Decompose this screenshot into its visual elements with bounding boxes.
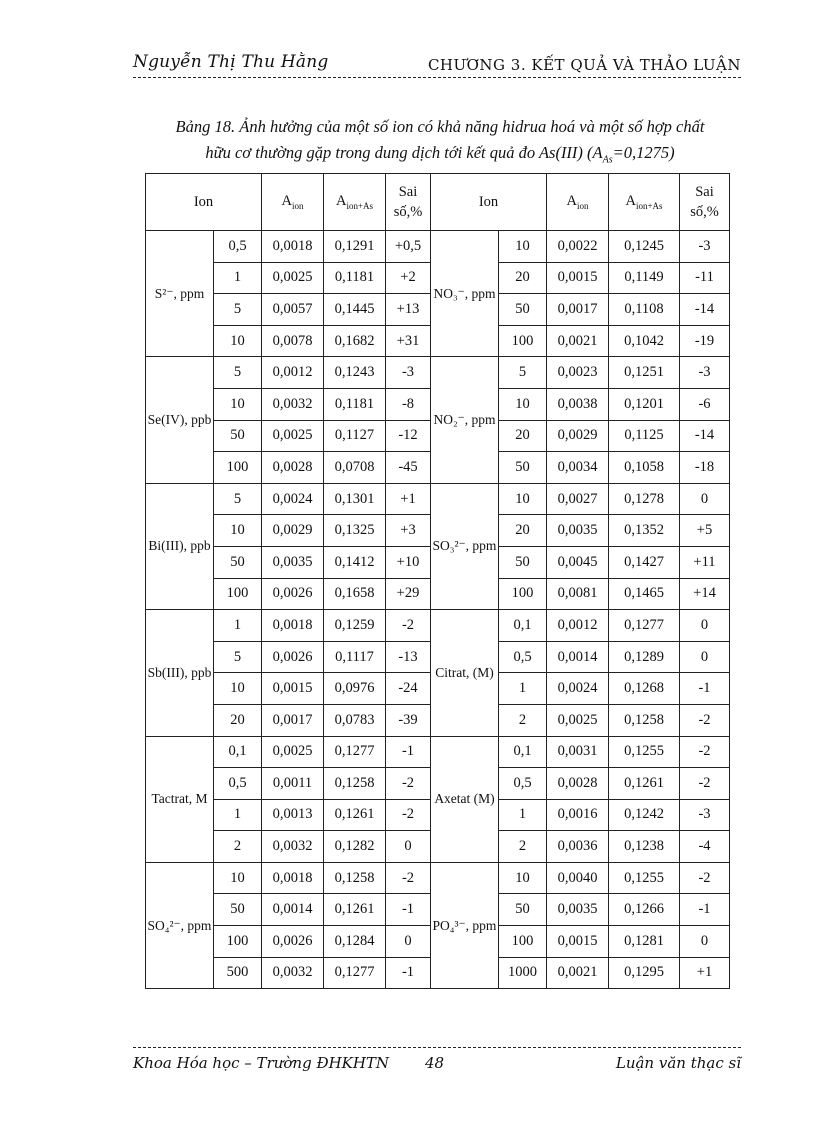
- right-a-ion-cell: 0,0028: [547, 768, 609, 800]
- footer-divider: [133, 1047, 741, 1048]
- left-concentration-cell: 20: [214, 704, 262, 736]
- right-a-ion-cell: 0,0040: [547, 862, 609, 894]
- left-error-cell: -1: [386, 894, 431, 926]
- right-a-ion-as-cell: 0,1427: [609, 546, 680, 578]
- right-error-cell: -3: [680, 357, 730, 389]
- right-a-ion-cell: 0,0036: [547, 831, 609, 863]
- right-error-cell: +14: [680, 578, 730, 610]
- left-a-ion-cell: 0,0018: [262, 862, 324, 894]
- right-concentration-cell: 1000: [499, 957, 547, 989]
- right-error-cell: -4: [680, 831, 730, 863]
- right-a-ion-as-cell: 0,1238: [609, 831, 680, 863]
- left-a-ion-as-cell: 0,1682: [324, 325, 386, 357]
- left-a-ion-cell: 0,0028: [262, 452, 324, 484]
- left-a-ion-as-cell: 0,1261: [324, 894, 386, 926]
- right-a-ion-cell: 0,0022: [547, 231, 609, 263]
- table-row: [146, 357, 730, 389]
- right-a-ion-cell: 0,0014: [547, 641, 609, 673]
- left-concentration-cell: 0,5: [214, 768, 262, 800]
- left-a-ion-cell: 0,0018: [262, 231, 324, 263]
- left-a-ion-as-cell: 0,1181: [324, 388, 386, 420]
- right-a-ion-as-cell: 0,1108: [609, 294, 680, 326]
- right-concentration-cell: 100: [499, 926, 547, 958]
- table-row: [146, 610, 730, 642]
- right-a-ion-cell: 0,0034: [547, 452, 609, 484]
- page-header: [133, 48, 741, 80]
- left-error-cell: -1: [386, 736, 431, 768]
- right-a-ion-cell: 0,0012: [547, 610, 609, 642]
- left-error-cell: -3: [386, 357, 431, 389]
- right-concentration-cell: 5: [499, 357, 547, 389]
- left-error-cell: +2: [386, 262, 431, 294]
- results-table: [145, 173, 730, 989]
- left-a-ion-cell: 0,0026: [262, 926, 324, 958]
- header-a-ion-as-right: $A_{ion+As}$: [609, 174, 680, 231]
- left-a-ion-as-cell: 0,1127: [324, 420, 386, 452]
- right-a-ion-cell: 0,0029: [547, 420, 609, 452]
- left-ion-label: Bi(III), ppb: [146, 483, 214, 609]
- author-name: Nguyễn Thị Thu Hằng: [133, 52, 329, 72]
- footer-thesis-type: Luận văn thạc sĩ: [615, 1054, 741, 1072]
- right-error-cell: -2: [680, 704, 730, 736]
- left-concentration-cell: 100: [214, 926, 262, 958]
- right-a-ion-cell: 0,0045: [547, 546, 609, 578]
- left-error-cell: -39: [386, 704, 431, 736]
- left-ion-label: Tactrat, M: [146, 736, 214, 862]
- right-concentration-cell: 2: [499, 704, 547, 736]
- left-a-ion-cell: 0,0032: [262, 388, 324, 420]
- left-error-cell: -2: [386, 862, 431, 894]
- right-a-ion-cell: 0,0015: [547, 926, 609, 958]
- right-concentration-cell: 2: [499, 831, 547, 863]
- left-a-ion-as-cell: 0,1284: [324, 926, 386, 958]
- right-a-ion-as-cell: 0,1242: [609, 799, 680, 831]
- right-a-ion-as-cell: 0,1042: [609, 325, 680, 357]
- header-a-ion-as-left: $A_{ion+As}$: [324, 174, 386, 231]
- left-a-ion-cell: 0,0026: [262, 578, 324, 610]
- left-a-ion-cell: 0,0026: [262, 641, 324, 673]
- table-header-row: [146, 174, 730, 231]
- right-error-cell: -6: [680, 388, 730, 420]
- right-error-cell: 0: [680, 926, 730, 958]
- left-concentration-cell: 10: [214, 673, 262, 705]
- left-error-cell: +3: [386, 515, 431, 547]
- left-concentration-cell: 2: [214, 831, 262, 863]
- right-error-cell: -1: [680, 673, 730, 705]
- left-a-ion-cell: 0,0057: [262, 294, 324, 326]
- left-a-ion-as-cell: 0,0708: [324, 452, 386, 484]
- right-error-cell: -3: [680, 799, 730, 831]
- left-error-cell: 0: [386, 831, 431, 863]
- left-a-ion-cell: 0,0011: [262, 768, 324, 800]
- header-a-ion-left: $A_{ion}$: [262, 174, 324, 231]
- left-concentration-cell: 0,5: [214, 231, 262, 263]
- right-concentration-cell: 0,5: [499, 768, 547, 800]
- right-a-ion-cell: 0,0025: [547, 704, 609, 736]
- right-a-ion-as-cell: 0,1258: [609, 704, 680, 736]
- right-concentration-cell: 50: [499, 452, 547, 484]
- left-concentration-cell: 5: [214, 294, 262, 326]
- chapter-title: CHƯƠNG 3. KẾT QUẢ VÀ THẢO LUẬN: [427, 56, 741, 74]
- right-a-ion-as-cell: 0,1465: [609, 578, 680, 610]
- right-concentration-cell: 20: [499, 262, 547, 294]
- left-a-ion-as-cell: 0,1277: [324, 736, 386, 768]
- left-concentration-cell: 500: [214, 957, 262, 989]
- right-error-cell: -14: [680, 420, 730, 452]
- right-concentration-cell: 20: [499, 420, 547, 452]
- right-ion-label: NO₃⁻, ppm: [431, 231, 499, 357]
- left-a-ion-as-cell: 0,1117: [324, 641, 386, 673]
- left-a-ion-cell: 0,0025: [262, 736, 324, 768]
- right-a-ion-as-cell: 0,1268: [609, 673, 680, 705]
- right-error-cell: 0: [680, 641, 730, 673]
- right-concentration-cell: 0,1: [499, 736, 547, 768]
- left-concentration-cell: 50: [214, 546, 262, 578]
- left-error-cell: -12: [386, 420, 431, 452]
- right-error-cell: -2: [680, 862, 730, 894]
- left-a-ion-cell: 0,0014: [262, 894, 324, 926]
- right-error-cell: -14: [680, 294, 730, 326]
- left-concentration-cell: 100: [214, 578, 262, 610]
- right-a-ion-as-cell: 0,1352: [609, 515, 680, 547]
- right-concentration-cell: 10: [499, 483, 547, 515]
- right-ion-label: NO₂⁻, ppm: [431, 357, 499, 483]
- right-ion-label: PO₄³⁻, ppm: [431, 862, 499, 988]
- left-concentration-cell: 10: [214, 515, 262, 547]
- left-a-ion-as-cell: 0,1282: [324, 831, 386, 863]
- left-concentration-cell: 5: [214, 483, 262, 515]
- left-a-ion-cell: 0,0025: [262, 262, 324, 294]
- left-a-ion-cell: 0,0018: [262, 610, 324, 642]
- right-concentration-cell: 10: [499, 231, 547, 263]
- left-error-cell: +13: [386, 294, 431, 326]
- left-a-ion-cell: 0,0029: [262, 515, 324, 547]
- right-error-cell: -19: [680, 325, 730, 357]
- right-concentration-cell: 0,1: [499, 610, 547, 642]
- right-a-ion-cell: 0,0035: [547, 515, 609, 547]
- left-concentration-cell: 100: [214, 452, 262, 484]
- right-a-ion-as-cell: 0,1277: [609, 610, 680, 642]
- left-a-ion-as-cell: 0,1258: [324, 862, 386, 894]
- right-error-cell: -11: [680, 262, 730, 294]
- header-error-left: Sai số,%: [386, 174, 431, 231]
- left-a-ion-as-cell: 0,1658: [324, 578, 386, 610]
- right-a-ion-as-cell: 0,1125: [609, 420, 680, 452]
- left-a-ion-cell: 0,0017: [262, 704, 324, 736]
- left-a-ion-cell: 0,0035: [262, 546, 324, 578]
- header-error-right: Sai số,%: [680, 174, 730, 231]
- header-divider: [133, 77, 741, 78]
- left-a-ion-cell: 0,0032: [262, 831, 324, 863]
- left-a-ion-as-cell: 0,1259: [324, 610, 386, 642]
- right-error-cell: -3: [680, 231, 730, 263]
- left-ion-label: Sb(III), ppb: [146, 610, 214, 736]
- right-concentration-cell: 50: [499, 546, 547, 578]
- left-a-ion-as-cell: 0,1258: [324, 768, 386, 800]
- left-a-ion-as-cell: 0,1301: [324, 483, 386, 515]
- right-concentration-cell: 0,5: [499, 641, 547, 673]
- right-a-ion-as-cell: 0,1281: [609, 926, 680, 958]
- left-error-cell: +10: [386, 546, 431, 578]
- table-caption: [120, 114, 760, 173]
- left-a-ion-cell: 0,0024: [262, 483, 324, 515]
- left-error-cell: -1: [386, 957, 431, 989]
- left-a-ion-cell: 0,0025: [262, 420, 324, 452]
- left-a-ion-as-cell: 0,1243: [324, 357, 386, 389]
- right-ion-label: Axetat (M): [431, 736, 499, 862]
- right-concentration-cell: 1: [499, 799, 547, 831]
- right-a-ion-cell: 0,0016: [547, 799, 609, 831]
- right-a-ion-as-cell: 0,1255: [609, 736, 680, 768]
- left-concentration-cell: 1: [214, 610, 262, 642]
- left-concentration-cell: 50: [214, 420, 262, 452]
- right-a-ion-cell: 0,0017: [547, 294, 609, 326]
- right-a-ion-cell: 0,0015: [547, 262, 609, 294]
- right-ion-label: SO₃²⁻, ppm: [431, 483, 499, 609]
- left-ion-label: Se(IV), ppb: [146, 357, 214, 483]
- right-a-ion-as-cell: 0,1058: [609, 452, 680, 484]
- left-concentration-cell: 5: [214, 641, 262, 673]
- left-error-cell: +31: [386, 325, 431, 357]
- left-ion-label: SO₄²⁻, ppm: [146, 862, 214, 988]
- left-error-cell: -2: [386, 610, 431, 642]
- left-concentration-cell: 50: [214, 894, 262, 926]
- right-a-ion-as-cell: 0,1255: [609, 862, 680, 894]
- page-number: 48: [425, 1054, 445, 1072]
- left-a-ion-as-cell: 0,1412: [324, 546, 386, 578]
- table-row: [146, 231, 730, 263]
- right-a-ion-cell: 0,0027: [547, 483, 609, 515]
- right-a-ion-as-cell: 0,1278: [609, 483, 680, 515]
- left-ion-label: S²⁻, ppm: [146, 231, 214, 357]
- left-error-cell: +1: [386, 483, 431, 515]
- right-a-ion-cell: 0,0031: [547, 736, 609, 768]
- right-a-ion-cell: 0,0081: [547, 578, 609, 610]
- left-error-cell: -2: [386, 768, 431, 800]
- right-concentration-cell: 1: [499, 673, 547, 705]
- left-a-ion-as-cell: 0,1325: [324, 515, 386, 547]
- left-a-ion-cell: 0,0078: [262, 325, 324, 357]
- right-error-cell: -2: [680, 768, 730, 800]
- right-ion-label: Citrat, (M): [431, 610, 499, 736]
- right-a-ion-cell: 0,0024: [547, 673, 609, 705]
- left-concentration-cell: 10: [214, 325, 262, 357]
- right-a-ion-as-cell: 0,1201: [609, 388, 680, 420]
- right-error-cell: +11: [680, 546, 730, 578]
- left-a-ion-cell: 0,0013: [262, 799, 324, 831]
- left-error-cell: 0: [386, 926, 431, 958]
- right-error-cell: 0: [680, 610, 730, 642]
- right-concentration-cell: 100: [499, 578, 547, 610]
- right-error-cell: 0: [680, 483, 730, 515]
- right-a-ion-as-cell: 0,1251: [609, 357, 680, 389]
- right-a-ion-cell: 0,0035: [547, 894, 609, 926]
- right-concentration-cell: 20: [499, 515, 547, 547]
- header-ion-left: Ion: [146, 174, 262, 231]
- right-a-ion-cell: 0,0021: [547, 325, 609, 357]
- left-a-ion-as-cell: 0,1261: [324, 799, 386, 831]
- table-row: [146, 862, 730, 894]
- left-concentration-cell: 10: [214, 862, 262, 894]
- left-a-ion-as-cell: 0,0976: [324, 673, 386, 705]
- right-concentration-cell: 50: [499, 294, 547, 326]
- left-a-ion-cell: 0,0032: [262, 957, 324, 989]
- left-concentration-cell: 1: [214, 262, 262, 294]
- left-a-ion-cell: 0,0015: [262, 673, 324, 705]
- right-a-ion-as-cell: 0,1245: [609, 231, 680, 263]
- left-a-ion-as-cell: 0,1291: [324, 231, 386, 263]
- table-row: [146, 736, 730, 768]
- right-a-ion-cell: 0,0021: [547, 957, 609, 989]
- page-footer: [133, 1052, 741, 1082]
- right-error-cell: +1: [680, 957, 730, 989]
- right-error-cell: -18: [680, 452, 730, 484]
- right-concentration-cell: 10: [499, 862, 547, 894]
- table-row: [146, 483, 730, 515]
- right-a-ion-cell: 0,0038: [547, 388, 609, 420]
- right-a-ion-as-cell: 0,1295: [609, 957, 680, 989]
- right-concentration-cell: 10: [499, 388, 547, 420]
- header-a-ion-right: $A_{ion}$: [547, 174, 609, 231]
- right-error-cell: -2: [680, 736, 730, 768]
- right-a-ion-cell: 0,0023: [547, 357, 609, 389]
- table-body: [146, 231, 730, 989]
- left-a-ion-as-cell: 0,0783: [324, 704, 386, 736]
- left-concentration-cell: 1: [214, 799, 262, 831]
- left-error-cell: -45: [386, 452, 431, 484]
- left-concentration-cell: 0,1: [214, 736, 262, 768]
- right-a-ion-as-cell: 0,1149: [609, 262, 680, 294]
- left-a-ion-cell: 0,0012: [262, 357, 324, 389]
- caption-line-2: hữu cơ thường gặp trong dung dịch tới kết quả đo As(III) $(A_{As}=0,1275)$: [205, 143, 675, 166]
- left-a-ion-as-cell: 0,1277: [324, 957, 386, 989]
- left-error-cell: -2: [386, 799, 431, 831]
- header-ion-right: Ion: [431, 174, 547, 231]
- right-a-ion-as-cell: 0,1266: [609, 894, 680, 926]
- right-concentration-cell: 50: [499, 894, 547, 926]
- left-error-cell: +0,5: [386, 231, 431, 263]
- right-a-ion-as-cell: 0,1289: [609, 641, 680, 673]
- left-error-cell: -8: [386, 388, 431, 420]
- right-error-cell: -1: [680, 894, 730, 926]
- left-concentration-cell: 10: [214, 388, 262, 420]
- right-a-ion-as-cell: 0,1261: [609, 768, 680, 800]
- right-error-cell: +5: [680, 515, 730, 547]
- caption-line-1: Bảng 18. Ảnh hưởng của một số ion có khả năng hidrua hoá và một số hợp chất: [175, 117, 705, 136]
- left-error-cell: -24: [386, 673, 431, 705]
- left-error-cell: +29: [386, 578, 431, 610]
- right-concentration-cell: 100: [499, 325, 547, 357]
- left-error-cell: -13: [386, 641, 431, 673]
- left-a-ion-as-cell: 0,1445: [324, 294, 386, 326]
- left-a-ion-as-cell: 0,1181: [324, 262, 386, 294]
- footer-faculty: Khoa Hóa học – Trường ĐHKHTN: [133, 1054, 390, 1072]
- left-concentration-cell: 5: [214, 357, 262, 389]
